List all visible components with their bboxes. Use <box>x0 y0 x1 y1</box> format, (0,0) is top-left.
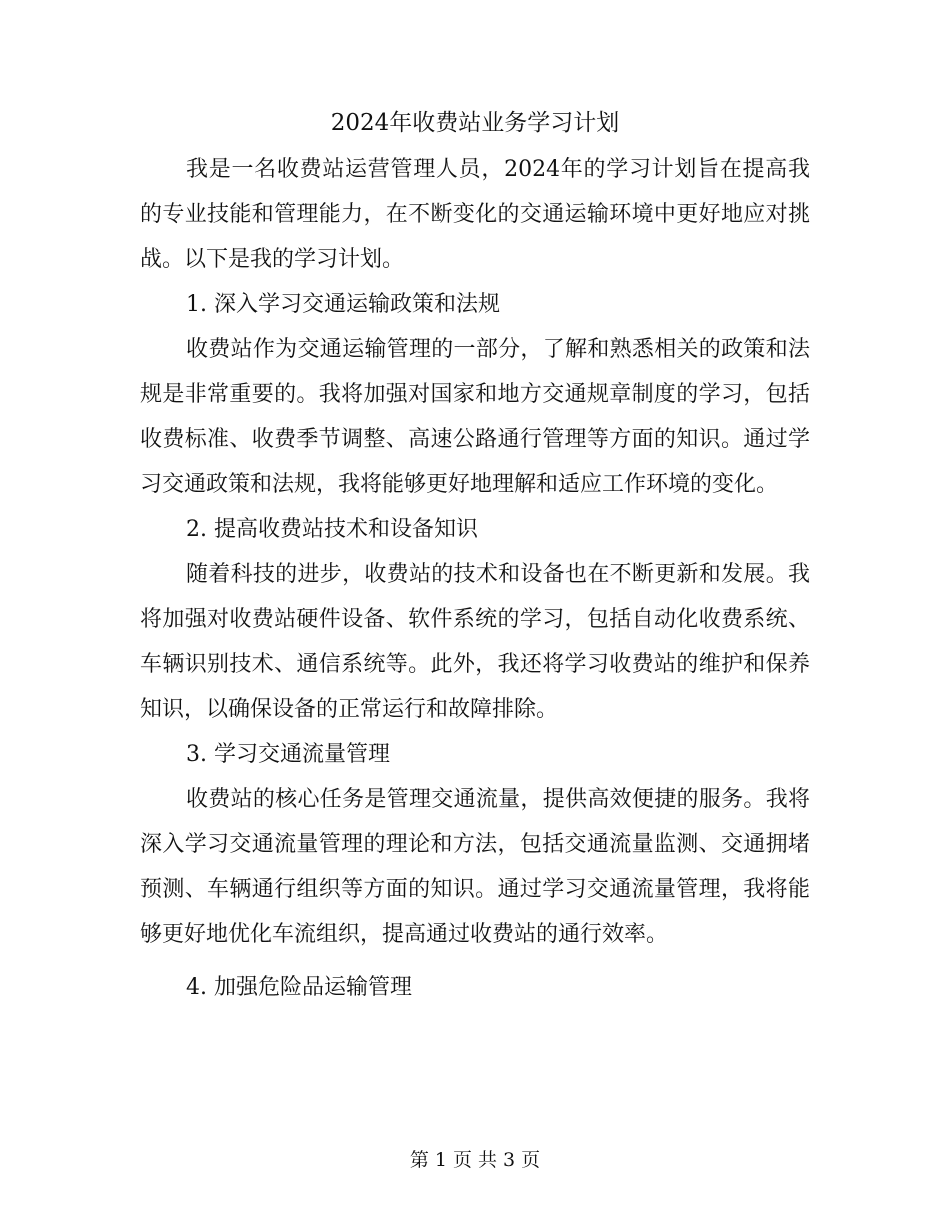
document-body <box>140 103 810 1010</box>
section-1-heading: 1. 深入学习交通运输政策和法规 <box>186 292 500 317</box>
section-1-body: 收费站作为交通运输管理的一部分，了解和熟悉相关的政策和法规是非常重要的。我将加强对国家和地方交通规章制度的学习，包括收费标准、收费季节调整、高速公路通行管理等方面的知识。通过学习交通政策和法规，我将能够更好地理解和适应工作环境的变化。 <box>140 337 810 497</box>
section-3-heading: 3. 学习交通流量管理 <box>186 742 390 767</box>
section-4-heading: 4. 加强危险品运输管理 <box>186 975 412 1000</box>
section-3-body: 收费站的核心任务是管理交通流量，提供高效便捷的服务。我将深入学习交通流量管理的理论和方法，包括交通流量监测、交通拥堵预测、车辆通行组织等方面的知识。通过学习交通流量管理，我将能够更好地优化车流组织，提高通过收费站的通行效率。 <box>140 787 810 947</box>
section-2-body: 随着科技的进步，收费站的技术和设备也在不断更新和发展。我将加强对收费站硬件设备、软件系统的学习，包括自动化收费系统、车辆识别技术、通信系统等。此外，我还将学习收费站的维护和保养知识，以确保设备的正常运行和故障排除。 <box>140 562 810 722</box>
intro-paragraph: 我是一名收费站运营管理人员，2024年的学习计划旨在提高我的专业技能和管理能力，在不断变化的交通运输环境中更好地应对挑战。以下是我的学习计划。 <box>140 157 810 272</box>
section-gap <box>140 957 810 965</box>
section-2-heading: 2. 提高收费站技术和设备知识 <box>186 517 478 542</box>
document-title: 2024年收费站业务学习计划 <box>330 110 620 136</box>
page-number-footer: 第 1 页 共 3 页 <box>409 1149 541 1171</box>
